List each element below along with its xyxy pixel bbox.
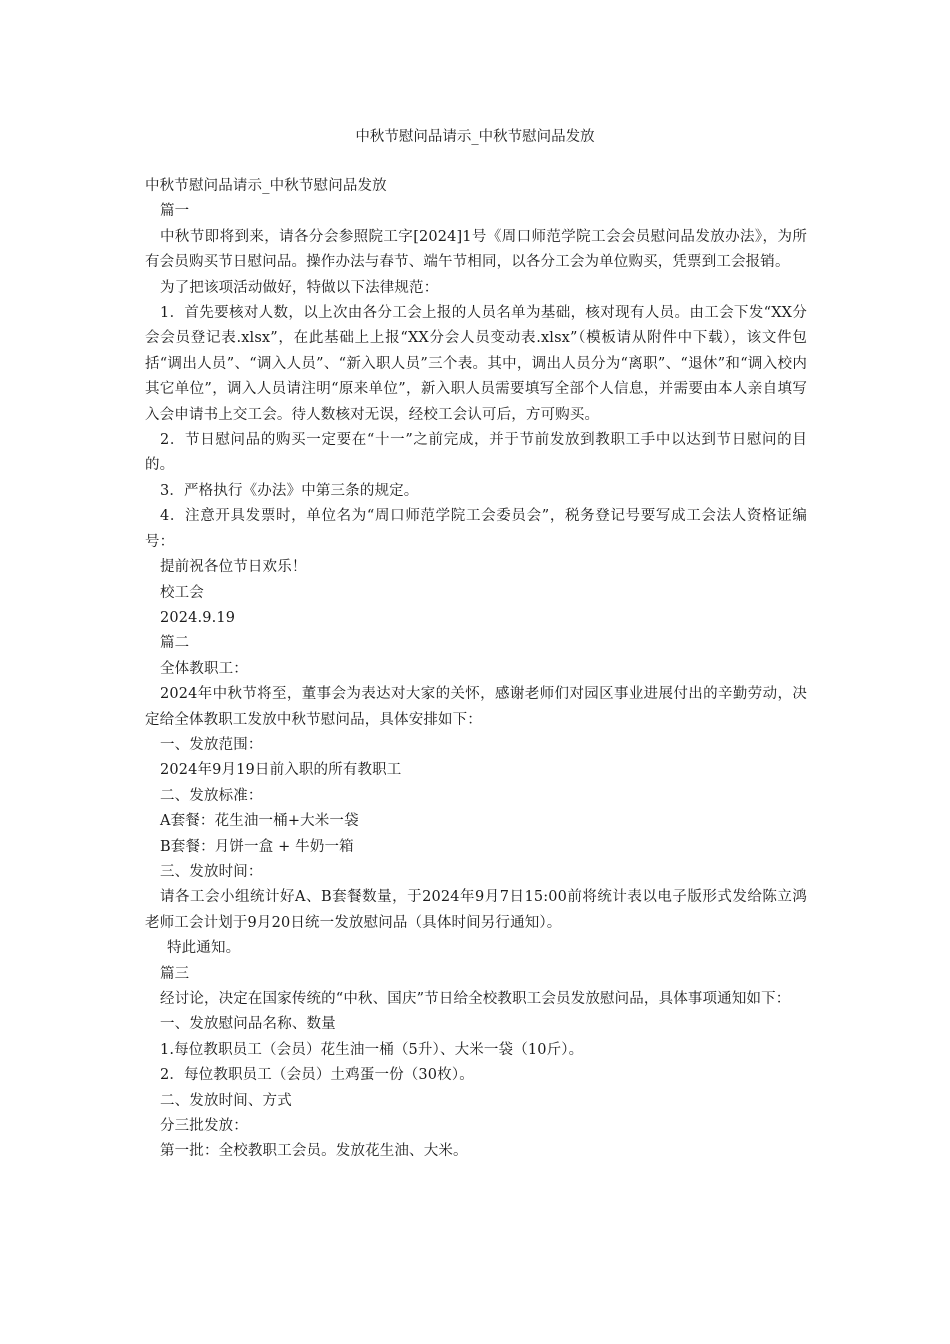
paragraph: 二、发放时间、方式: [160, 1092, 292, 1109]
paragraph: 一、发放范围：: [160, 736, 263, 753]
paragraph: B套餐：月饼一盒 + 牛奶一箱: [160, 838, 354, 855]
paragraph: 1．首先要核对人数，以上次由各分工会上报的人员名单为基础，核对现有人员。由工会下发“XX分会会员登记表.xlsx”，在此基础上上报“XX分会人员变动表.xlsx”（模板请从附件中下载），该文件包括“调出人员”、“调入人员”、“新入职人员”三个表。其中，调出人员分为“离职”、“退休”和“调入校内其它单位”，调入人员请注明“原来单位”，新入职人员需要填写全部个人信息，并需要由本人亲自填写入会申请书上交工会。待人数核对无误，经校工会认可后，方可购买。: [145, 305, 807, 423]
paragraph: 提前祝各位节日欢乐！: [160, 559, 307, 576]
paragraph: 分三批发放：: [160, 1118, 248, 1135]
paragraph: 一、发放慰问品名称、数量: [160, 1016, 336, 1033]
paragraph: 2024.9.19: [160, 609, 236, 626]
paragraph: A套餐：花生油一桶+大米一袋: [160, 813, 359, 830]
paragraph: 2024年中秋节将至，董事会为表达对大家的关怀，感谢老师们对园区事业进展付出的辛勤劳动，决定给全体教职工发放中秋节慰问品，具体安排如下：: [145, 686, 807, 728]
paragraph: 二、发放标准：: [160, 787, 263, 804]
paragraph: 经讨论，决定在国家传统的“中秋、国庆”节日给全校教职工会员发放慰问品，具体事项通知如下：: [160, 991, 791, 1007]
paragraph: 三、发放时间：: [160, 863, 263, 880]
document-title: 中秋节慰问品请示_中秋节慰问品发放: [355, 129, 595, 145]
paragraph: 请各工会小组统计好A、B套餐数量，于2024年9月7日15:00前将统计表以电子版形式发给陈立鸿老师工会计划于9月20日统一发放慰问品（具体时间另行通知）。: [145, 889, 807, 931]
paragraph: 特此通知。: [167, 940, 241, 957]
document-body: [145, 174, 807, 1165]
paragraph: 篇一: [160, 203, 190, 220]
paragraph: 为了把该项活动做好，特做以下法律规范：: [160, 279, 439, 296]
paragraph: 2．每位教职员工（会员）土鸡蛋一份（30枚）。: [160, 1067, 474, 1084]
paragraph: 篇二: [160, 635, 190, 652]
paragraph: 4．注意开具发票时，单位名为“周口师范学院工会委员会”，税务登记号要写成工会法人资格证编号：: [145, 508, 807, 550]
paragraph: 全体教职工：: [160, 660, 248, 677]
paragraph: 篇三: [160, 965, 190, 982]
paragraph: 2．节日慰问品的购买一定要在“十一”之前完成，并于节前发放到教职工手中以达到节日慰问的目的。: [145, 432, 807, 474]
paragraph: 第一批：全校教职工会员。发放花生油、大米。: [160, 1143, 468, 1160]
paragraph: 3．严格执行《办法》中第三条的规定。: [160, 482, 419, 499]
paragraph: 1.每位教职员工（会员）花生油一桶（5升）、大米一袋（10斤）。: [160, 1041, 584, 1058]
paragraph: 校工会: [160, 584, 204, 601]
paragraph: 2024年9月19日前入职的所有教职工: [160, 762, 402, 779]
paragraph: 中秋节慰问品请示_中秋节慰问品发放: [145, 178, 387, 194]
paragraph: 中秋节即将到来，请各分会参照院工字[2024]1号《周口师范学院工会会员慰问品发放办法》，为所有会员购买节日慰问品。操作办法与春节、端午节相同，以各分工会为单位购买，凭票到工会报销。: [145, 228, 807, 271]
